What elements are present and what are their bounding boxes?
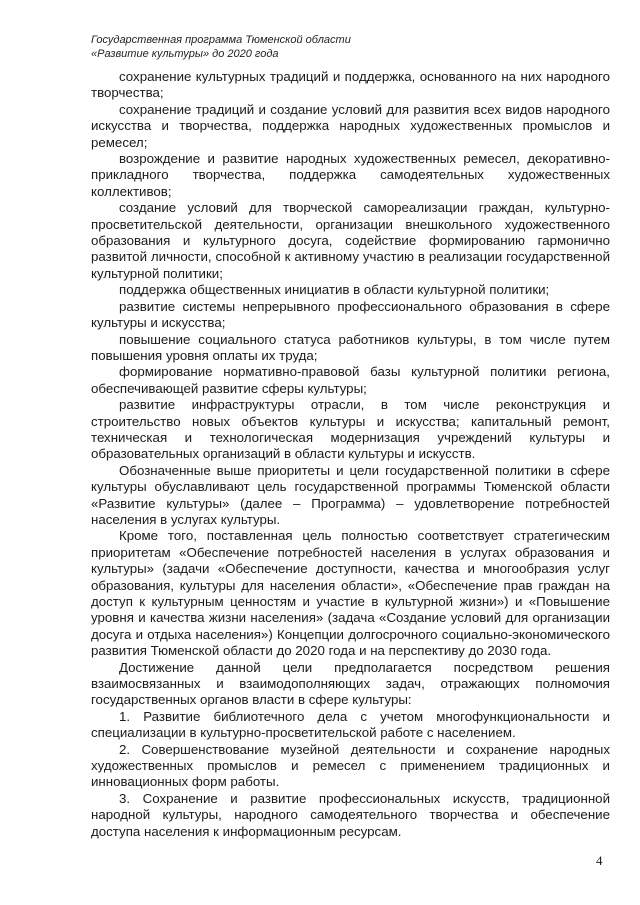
paragraph: создание условий для творческой самореализации граждан, культурно-просветительской деятельности, организации внешкольного художественного образования и культурного досуга, содействие формированию гармонично развитой личности, способной к активному участию в реализации государственной культурной политики; xyxy=(91,200,610,281)
paragraph: сохранение культурных традиций и поддержка, основанного на них народного творчества; xyxy=(91,69,610,101)
paragraph: повышение социального статуса работников культуры, в том числе путем повышения уровня оплаты их труда; xyxy=(91,331,610,363)
list-item-1: 1. Развитие библиотечного дела с учетом многофункциональности и специализации в культурно-просветительской работе с населением. xyxy=(91,708,610,741)
paragraph: формирование нормативно-правовой базы культурной политики региона, обеспечивающей развитие сферы культуры; xyxy=(91,364,610,396)
paragraph: Обозначенные выше приоритеты и цели государственной политики в сфере культуры обуславливают цель государственной программы Тюменской области «Развитие культуры» (далее – Программа) – удовлетворение потребностей населения в услугах культуры. xyxy=(91,462,610,527)
running-header xyxy=(91,33,351,61)
list-item-2: 2. Совершенствование музейной деятельности и сохранение народных художественных промыслов и ремесел с применением традиционных и инновационных форм работы. xyxy=(91,741,610,790)
paragraph: поддержка общественных инициатив в области культурной политики; xyxy=(119,282,550,298)
list-item-3: 3. Сохранение и развитие профессиональных искусств, традиционной народной культуры, народного самодеятельного творчества и обеспечение доступа населения к информационным ресурсам. xyxy=(91,790,610,839)
paragraph: развитие инфраструктуры отрасли, в том числе реконструкция и строительство новых объектов культуры и искусства; капитальный ремонт, техническая и технологическая модернизация учреждений культуры и образовательных организаций в области культуры и искусств. xyxy=(91,397,610,462)
document-body xyxy=(91,69,610,840)
page-number: 4 xyxy=(596,853,603,868)
paragraph: возрождение и развитие народных художественных ремесел, декоративно-прикладного творчества, поддержка самодеятельных художественных коллективов; xyxy=(91,151,610,199)
paragraph: сохранение традиций и создание условий для развития всех видов народного искусства и творчества, поддержка народных художественных промыслов и ремесел; xyxy=(91,101,610,150)
header-line-2: «Развитие культуры» до 2020 года xyxy=(91,48,279,60)
paragraph: Кроме того, поставленная цель полностью соответствует стратегическим приоритетам «Обеспечение потребностей населения в услугах образования и культуры» (задачи «Обеспечение доступности, качества и многообразия услуг образования, культуры для населения области», «Обеспечение прав граждан на доступ к культурным ценностям и участие в культурной жизни») и «Повышение уровня и качества жизни населения» (задача «Создание условий для организации досуга и отдыха населения») Концепции долгосрочного социально-экономического развития Тюменской области до 2020 года и на перспективу до 2030 года. xyxy=(91,528,610,659)
header-line-1: Государственная программа Тюменской области xyxy=(91,34,351,46)
paragraph: развитие системы непрерывного профессионального образования в сфере культуры и искусства; xyxy=(91,298,610,331)
paragraph: Достижение данной цели предполагается посредством решения взаимосвязанных и взаимодополняющих задач, отражающих полномочия государственных органов власти в сфере культуры: xyxy=(91,659,610,708)
